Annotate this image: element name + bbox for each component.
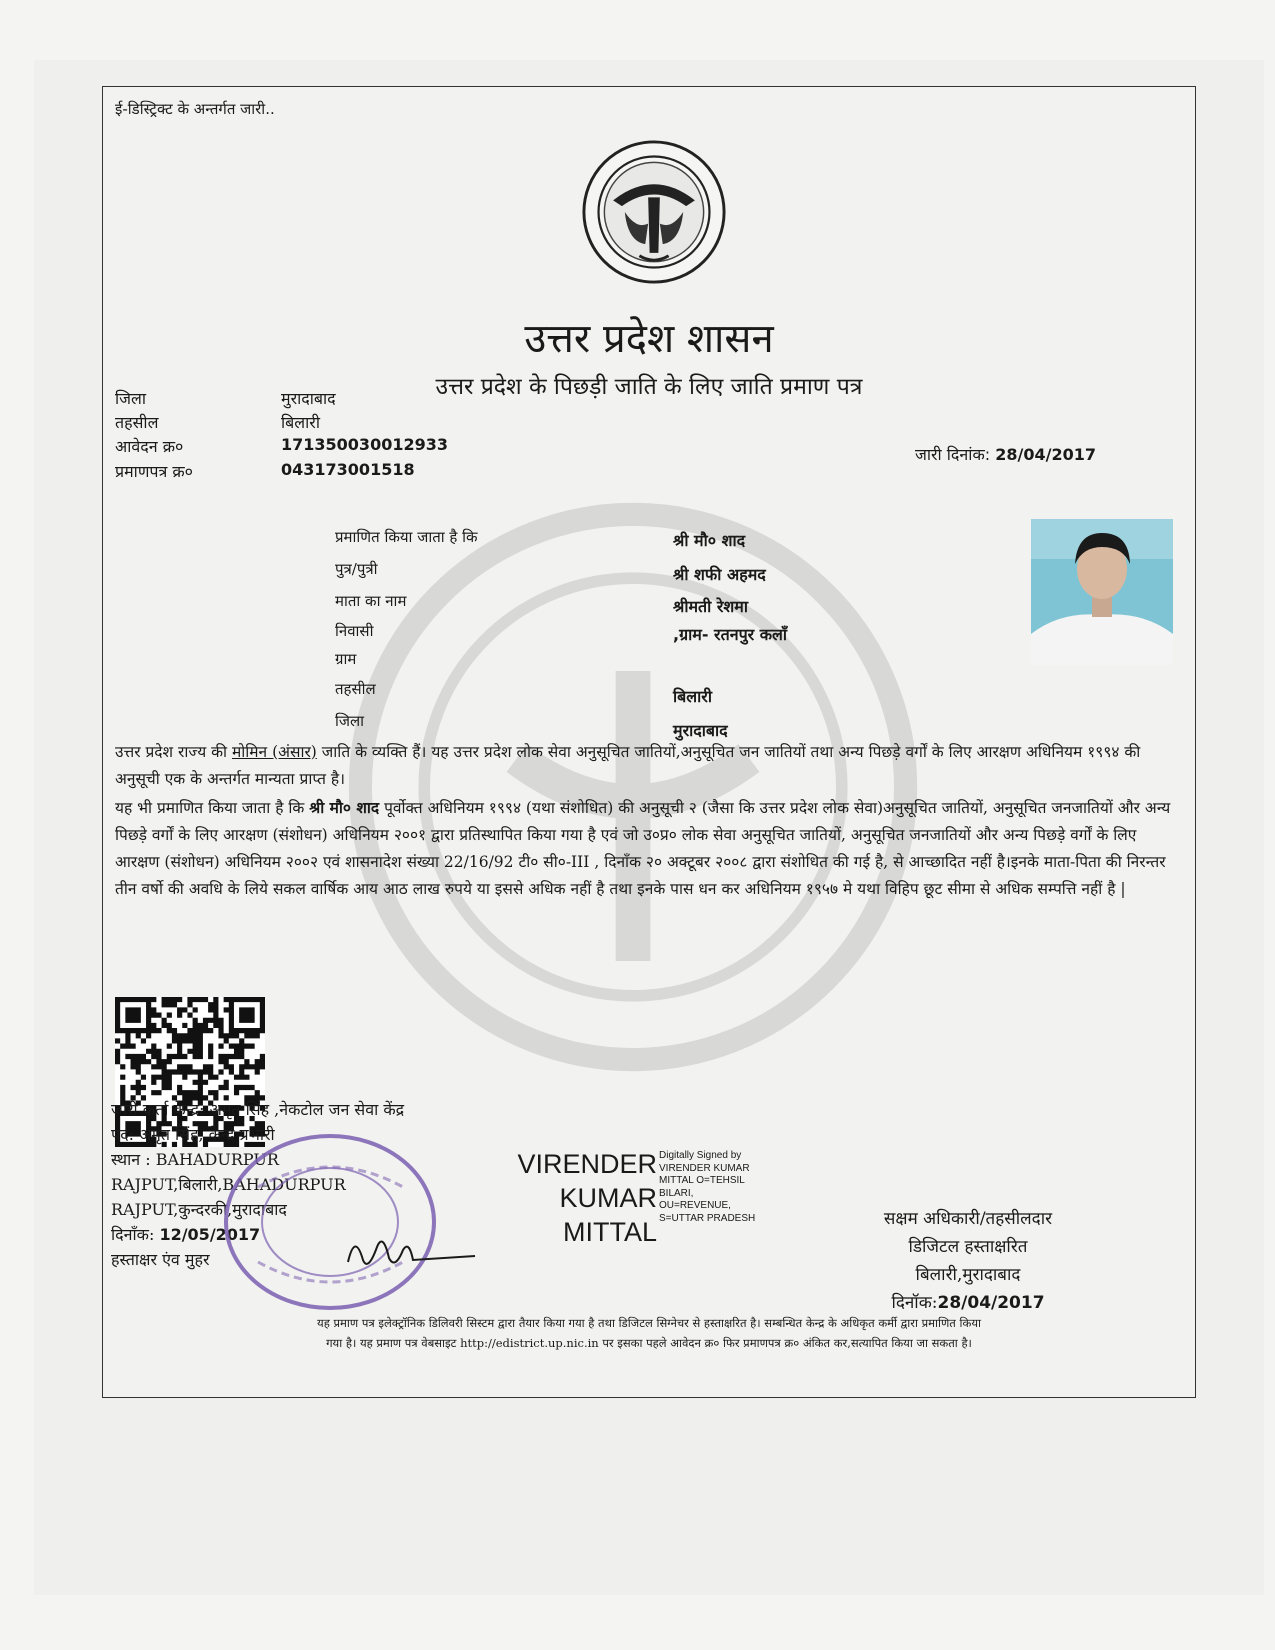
up-government-emblem-icon [581, 139, 727, 285]
parent-label: पुत्र/पुत्री [335, 560, 378, 578]
authority-designation: सक्षम अधिकारी/तहसीलदार [883, 1209, 1053, 1229]
caste-name: मोमिन (अंसार) [231, 743, 317, 761]
authority-date-label: दिनॉक: [891, 1293, 938, 1313]
authority-date-value: 28/04/2017 [937, 1293, 1045, 1313]
issuer-date-label: दिनाँक: [111, 1225, 155, 1244]
resident-label: निवासी [335, 622, 374, 640]
district-label: जिला [115, 389, 147, 408]
certificate-frame [102, 86, 1196, 1398]
creamy-statement-part1: यह भी प्रमाणित किया जाता है कि [115, 799, 310, 817]
issuer-designation: पद: अमृत सिंह, केन्द्र प्रभारी [111, 1125, 275, 1144]
dsig-detail-line5: OU=REVENUE, [659, 1200, 731, 1211]
certificate-number-value: 043173001518 [281, 460, 415, 479]
issued-under-note: ई-डिस्ट्रिक्ट के अन्तर्गत जारी.. [115, 100, 275, 118]
dsig-detail-line1: Digitally Signed by [659, 1150, 742, 1161]
mother-label: माता का नाम [335, 592, 407, 610]
dsig-detail-line6: S=UTTAR PRADESH [659, 1212, 756, 1224]
certificate-number-label: प्रमाणपत्र क्र० [115, 462, 193, 481]
dsig-detail-line3: MITTAL O=TEHSIL [659, 1175, 745, 1186]
district-value: मुरादाबाद [281, 389, 336, 408]
issuer-place-line2: RAJPUT,बिलारी,BAHADURPUR [111, 1175, 346, 1194]
detail-tehsil-label: तहसील [335, 680, 376, 698]
creamy-statement-part2: पूर्वोक्त अधिनियम १९९४ (यथा संशोधित) की अनुसूची २ (जैसा कि उत्तर प्रदेश लोक सेवा)अनुसूचित जातियों, अनुसूचित जनजातियों और अन्य पिछड़े वर्गों के लिए आरक्षण (संशोधन) अधिनियम २००१ द्वारा प्रतिस्थापित किया गया है एवं जो उ०प्र० लोक सेवा अनुसूचित जातियों, अनुसूचित जनजातियों और अन्य पिछड़े वर्गों के लिए आरक्षण (संशोधन) अधिनियम २००२ एवं शासनादेश संख्या 22/16/92 टी० सी०-III , दिनाँक २० अक्टूबर २००८ द्वारा संशोधित की गई है, से आच्छादित नहीं है।इनके माता-पिता की निरन्तर तीन वर्षो की अवधि के लिये सकल वार्षिक आय आठ लाख रुपये या इससे अधिक नहीं है तथा इनके पास धन कर अधिनियम १९५७ मे यथा विहिप छूट सीमा से अधिक सम्पत्ति नहीं है | [115, 799, 1171, 898]
caste-statement-part2: जाति के व्यक्ति हैं। यह उत्तर प्रदेश लोक सेवा अनुसूचित जातियों,अनुसूचित जन जातियों तथा अन्य पिछड़े वर्गों के लिए आरक्षण अधिनियम १९९४ की अनुसूची एक के अन्तर्गत मान्यता प्राप्त है। [115, 743, 1141, 788]
digital-signer-name [507, 1147, 657, 1249]
signer-name-line2: KUMAR [559, 1183, 657, 1213]
village-label: ग्राम [335, 650, 357, 668]
footer-note [111, 1313, 1187, 1353]
dsig-detail-line2: VIRENDER KUMAR [659, 1162, 750, 1174]
detail-district-value: मुरादाबाद [673, 721, 728, 740]
tehsil-value: बिलारी [281, 413, 320, 432]
authority-location: बिलारी,मुरादाबाद [915, 1265, 1021, 1285]
authority-digitally-signed: डिजिटल हस्ताक्षरित [908, 1237, 1028, 1257]
certificate-title: उत्तर प्रदेश के पिछड़ी जाति के लिए जाति प्रमाण पत्र [435, 374, 863, 400]
issuer-place: स्थान : BAHADURPUR [111, 1150, 279, 1169]
issue-date [915, 443, 1096, 465]
resident-value: ,ग्राम- रतनपुर कलाँ [673, 625, 788, 644]
creamy-layer-statement [115, 795, 1181, 903]
caste-statement [115, 739, 1181, 793]
application-number-label: आवेदन क्र० [115, 437, 184, 456]
issuer-place-line3: RAJPUT,कुन्दरकी,मुरादाबाद [111, 1200, 287, 1219]
issue-date-value: 28/04/2017 [995, 445, 1096, 464]
detail-district-label: जिला [335, 712, 365, 730]
mother-name: श्रीमती रेशमा [673, 597, 749, 616]
sign-and-seal-label: हस्ताक्षर एंव मुहर [111, 1250, 210, 1269]
footer-line2: गया है। यह प्रमाण पत्र वेबसाइट http://edistrict.up.nic.in पर इसका पहले आवेदन क्र० फिर प्रमाणपत्र क्र० अंकित कर,सत्यापित किया जा सकता है। [326, 1336, 972, 1350]
issue-date-label: जारी दिनांक: [915, 445, 991, 464]
signer-name-line3: MITTAL [563, 1217, 657, 1247]
issuer-date-value: 12/05/2017 [159, 1225, 261, 1244]
dsig-detail-line4: BILARI, [659, 1187, 694, 1199]
competent-authority-block [803, 1205, 1133, 1317]
certified-label: प्रमाणित किया जाता है कि [335, 528, 478, 546]
applicant-photo [1031, 519, 1173, 665]
parent-name: श्री शफी अहमद [673, 565, 766, 584]
footer-line1: यह प्रमाण पत्र इलेक्ट्रॉनिक डिलिवरी सिस्टम द्वारा तैयार किया गया है तथा डिजिटल सिग्नेचर से हस्ताक्षरित है। सम्बन्धित केन्द्र के अधिकृत कर्मी द्वारा प्रमाणित किया [317, 1316, 981, 1330]
digital-signature-details [659, 1150, 789, 1225]
tehsil-label: तहसील [115, 413, 159, 432]
creamy-statement-name: श्री मौ० शाद [309, 799, 380, 817]
signer-name-line1: VIRENDER [517, 1149, 657, 1179]
government-title: उत्तर प्रदेश शासन [524, 316, 774, 362]
handwritten-signature [343, 1222, 478, 1282]
application-number-value: 171350030012933 [281, 435, 448, 454]
issuer-center: जारी कर्ता केन्द्र: अमृत सिंह ,नेकटोल जन सेवा केंद्र [111, 1100, 405, 1119]
applicant-name: श्री मौ० शाद [673, 531, 746, 550]
caste-statement-part1: उत्तर प्रदेश राज्य की [115, 743, 232, 761]
detail-tehsil-value: बिलारी [673, 687, 712, 706]
